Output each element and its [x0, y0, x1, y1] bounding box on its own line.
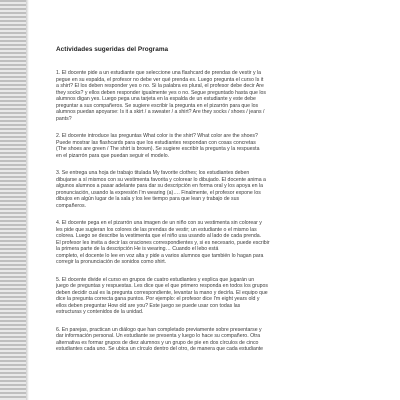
text-line: corregir la pronunciación de sonidos como shirt. — [56, 259, 167, 265]
binder-spine — [0, 0, 26, 400]
text-line: preguntar a sus compañeros. Se sugiere escribir la pregunta en el pizarrón para que los — [56, 102, 259, 109]
text-line: completo, el docente lo lee en voz alta y pide a varios alumnos que también lo hagan para — [56, 252, 264, 259]
text-line: 3. Se entrega una hoja de trabajo titulada My favorite clothes; los estudiantes deben — [56, 170, 250, 176]
text-line: alternativa es formar grupos de diez alumnos y un grupo de pie en dos círculos de cinco — [56, 339, 259, 346]
text-line: pegue en su espalda, el profesor no debe ver qué prenda es. Luego pregunta el curso Is it — [56, 76, 264, 83]
text-line: a shirt? El los deben responder yes o no. Si la palabra es plural, el profesor debe decir Are — [56, 83, 264, 89]
text-line: Puede mostrar las flashcards para que los estudiantes respondan con cosas concretas — [56, 139, 256, 146]
text-line: ellos deben preguntar How old are you? Este juego se puede usar con todas las — [56, 302, 241, 309]
text-line: dibujarse a sí mismos con su vestimenta favorita y colorear lo dibujado. El docente anima a — [56, 176, 266, 183]
text-line: dar información personal. Un estudiante se presenta y luego lo hace su compañero. Otra — [56, 333, 261, 339]
document-content — [56, 46, 356, 364]
text-line: les pide que sugieran los colores de las prendas de vestir; un estudiante o el mismo las — [56, 226, 257, 233]
text-line: pronunciación, usando la expresión I'm wearing (a)…. Finalmente, el profesor expone los — [56, 189, 261, 196]
text-line: they socks? y ellos deben responder igualmente yes o no. Segue preguntado hasta que los — [56, 89, 266, 96]
text-line: juego de preguntas y respuestas. Les dice que el que primero responda en todos los grupos — [56, 283, 268, 289]
text-line: El profesor les invita a decir las oraciones correspondientes y, si es necesario, puede escribir — [56, 239, 270, 246]
text-line: dice la pregunta correcta gana puntos. Por ejemplo: el profesor dice I'm eight years old y — [56, 296, 260, 302]
activity-paragraph-2 — [56, 133, 356, 159]
text-line: (The shoes are green / The shirt is brown). Se sugiere escribir la pregunta y la respuesta — [56, 146, 260, 152]
activity-paragraph-6 — [56, 327, 356, 353]
text-line: 1. El docente pide a un estudiante que seleccione una flashcard de prendas de vestir y la — [56, 70, 262, 76]
text-line: dibujos en algún lugar de la sala y los lee tiempo para que lean y trabajo de sus — [56, 196, 240, 202]
text-line: la primera parte de la descripción He is wearing… Cuando el lebo está — [56, 246, 219, 252]
text-line: estructuras y contenidos de la unidad. — [56, 309, 144, 315]
text-line: en el pizarrón para que puedan seguir el modelo. — [56, 152, 170, 159]
activity-paragraph-5 — [56, 277, 356, 316]
activity-paragraph-3 — [56, 170, 356, 209]
document-title: Actividades sugeridas del Programa — [56, 46, 169, 53]
text-line: alumnos digan yes. Luego pega una tarjeta en la espalda de un estudiante y este debe — [56, 96, 256, 102]
text-line: 5. El docente divide el curso en grupos de cuatro estudiantes y explica que jugarán un — [56, 276, 255, 283]
text-line: pants? — [56, 115, 72, 122]
activity-paragraph-1 — [56, 70, 356, 122]
text-line: algunos alumnos a pasar adelante para dar su descripción en forma oral y los apoya en la — [56, 183, 264, 189]
text-line: deben decidir cual es la pregunta correspondiente, levantar la mano y decirla. El equipo que — [56, 289, 268, 296]
text-line: colorea. Luego se describe la vestimenta que el niño usa usando al lado de cada prenda. — [56, 233, 262, 239]
text-line: alumnos puedan apoyarse: Is it a skirt / a sweater / a shirt? Are they socks / shoes / jeans / — [56, 109, 265, 115]
text-line: compañeros. — [56, 202, 86, 209]
text-line: 4. El docente pega en el pizarrón una imagen de un niño con su vestimenta sin colorear y — [56, 220, 262, 226]
text-line: 2. El docente introduce las preguntas What color is the shirt? What color are the shoes? — [56, 133, 258, 139]
text-line: estudiantes cada uno. Se ubica un círculo dentro del otro, de manera que cada estudiante — [56, 346, 264, 352]
activity-paragraph-4 — [56, 220, 356, 266]
text-line: 6. En parejas, practican un diálogo que han completado previamente sobre presentarse y — [56, 326, 262, 333]
